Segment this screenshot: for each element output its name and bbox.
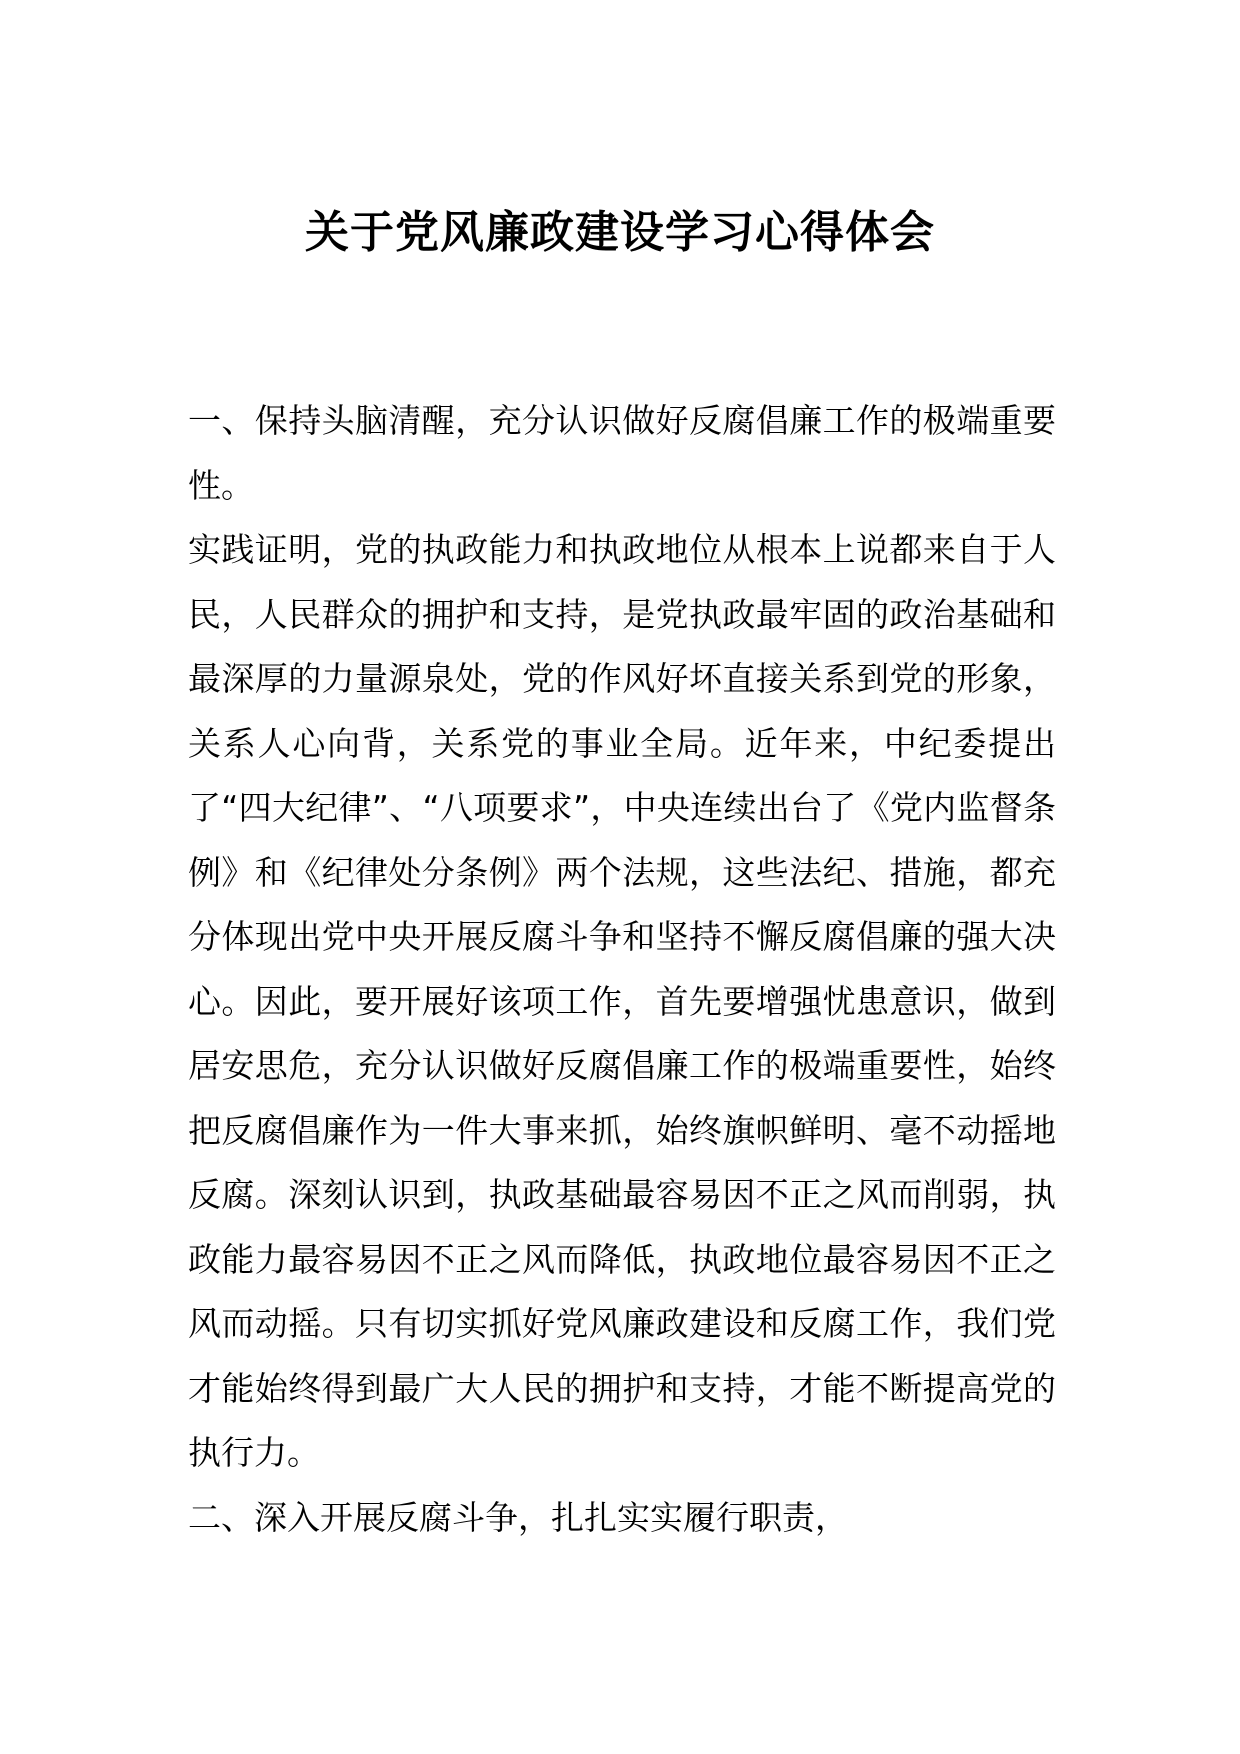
document-body <box>188 389 1056 1550</box>
section-heading-1: 一、保持头脑清醒，充分认识做好反腐倡廉工作的极端重要性。 <box>188 401 1056 505</box>
section-heading-2: 二、深入开展反腐斗争，扎扎实实履行职责， <box>188 1497 848 1537</box>
document-title: 关于党风廉政建设学习心得体会 <box>305 207 935 258</box>
body-paragraph: 实践证明，党的执政能力和执政地位从根本上说都来自于人民，人民群众的拥护和支持，是党执政最牢固的政治基础和最深厚的力量源泉处，党的作风好坏直接关系到党的形象，关系人心向背，关系党的事业全局。近年来，中纪委提出了“四大纪律”、“八项要求”，中央连续出台了《党内监督条例》和《纪律处分条例》两个法规，这些法纪、措施，都充分体现出党中央开展反腐斗争和坚持不懈反腐倡廉的强大决心。因此，要开展好该项工作，首先要增强忧患意识，做到居安思危，充分认识做好反腐倡廉工作的极端重要性，始终把反腐倡廉作为一件大事来抓，始终旗帜鲜明、毫不动摇地反腐。深刻认识到，执政基础最容易因不正之风而削弱，执政能力最容易因不正之风而降低，执政地位最容易因不正之风而动摇。只有切实抓好党风廉政建设和反腐工作，我们党才能始终得到最广大人民的拥护和支持，才能不断提高党的执行力。 <box>188 530 1056 1472</box>
